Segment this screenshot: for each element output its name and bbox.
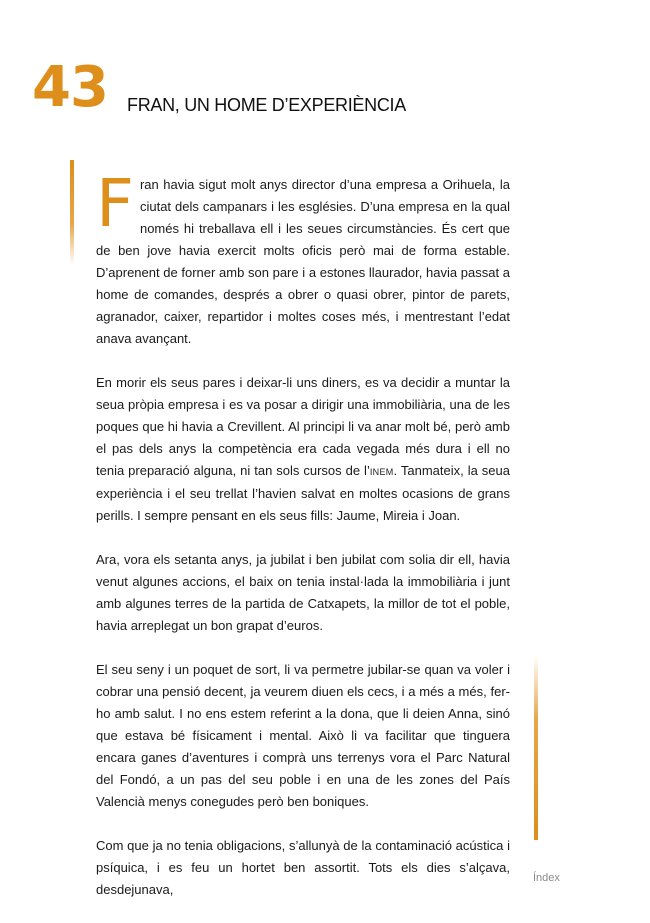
paragraph-3: Ara, vora els setanta anys, ja jubilat i ben jubilat com solia dir ell, havia venut algunes accions, el baix on tenia instal·lada la immobiliària i junt amb algunes terres de la partida de Catxapets, la millor de tot el poble, havia arreplegat un bon grapat d’euros. [96,552,510,633]
decorative-bar-right [534,655,538,840]
chapter-body [96,165,510,923]
drop-cap: F [96,165,134,242]
paragraph-1-text: ran havia sigut molt anys director d’una empresa a Orihuela, la ciutat dels campanars i les esglésies. D’una empresa en la qual només hi treballava ell i les seues circumstàncies. És cert que de ben jove havia exercit molts oficis però mai de forma estable. D’aprenent de forner amb son pare i a estones llaurador, havia passat a home de comandes, després a obrer o quasi obrer, pintor de parets, agranador, caixer, repartidor i moltes coses més, i mentrestant l’edat anava avançant. [96,177,510,346]
abbreviation-inem: INEM [369,467,394,477]
paragraph-2-text-after: . Tanmateix, la seua experiència i el seu trellat l’havien salvat en moltes ocasions de grans perills. I sempre pensant en els seus fills: Jaume, Mireia i Joan. [96,463,510,523]
decorative-bar-left [70,160,74,265]
paragraph-2-text-before: En morir els seus pares i deixar-li uns diners, es va decidir a muntar la seua pròpia empresa i es va posar a dirigir una immobiliària, una de les poques que hi havia a Crevillent. Al principi li va anar molt bé, però amb el pas dels anys la competència era cada vegada més dura i ell no tenia preparació alguna, ni tan sols cursos de l’ [96,375,510,478]
paragraph-1 [96,165,510,350]
paragraph-5: Com que ja no tenia obligacions, s’allunyà de la contaminació acústica i psíquica, i es feu un hortet ben assortit. Tots els dies s’alçava, desdejunava, [96,838,510,897]
chapter-number: 43 [32,55,108,120]
index-link[interactable]: Índex [533,872,560,884]
chapter-title: FRAN, UN HOME D’EXPERIÈNCIA [127,95,406,115]
paragraph-4: El seu seny i un poquet de sort, li va permetre jubilar-se quan va voler i cobrar una pensió decent, ja veurem diuen els cecs, i a més a més, fer-ho amb salut. I no ens estem referint a la dona, que li deien Anna, sinó que estava bé físicament i mental. Això li va facilitar que tinguera encara ganes d’aventures i comprà uns terrenys vora el Parc Natural del Fondó, a un pas del seu poble i en una de les zones del País Valencià menys conegudes però ben boniques. [96,662,510,809]
paragraph-2 [96,372,510,527]
